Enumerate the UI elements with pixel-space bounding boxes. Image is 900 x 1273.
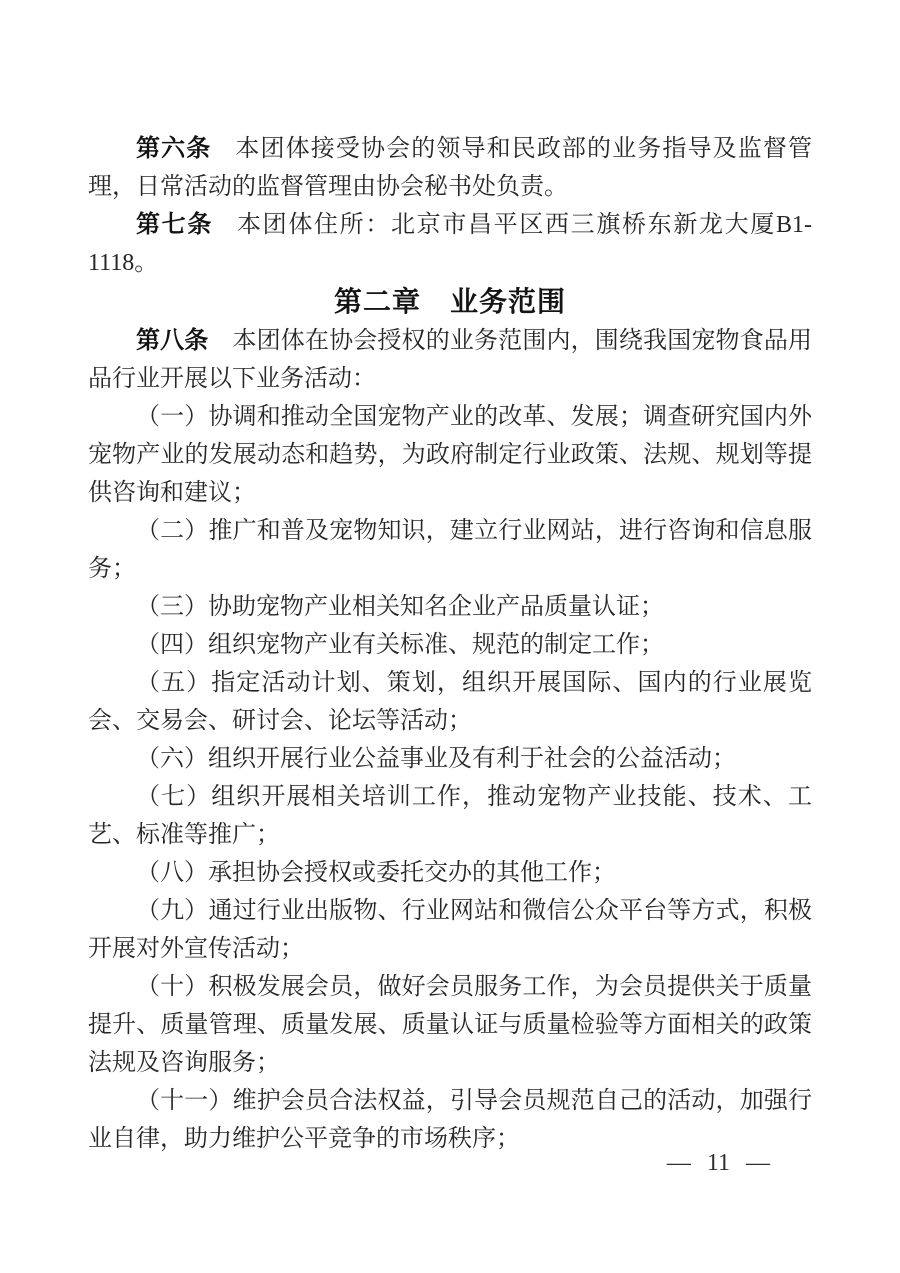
article-7-label: 第七条 (136, 212, 213, 238)
article-8-paragraph (88, 322, 812, 398)
document-content (88, 130, 812, 1158)
article-6-label: 第六条 (136, 136, 212, 162)
article-6-paragraph (88, 130, 812, 206)
business-item-6: （六）组织开展行业公益事业及有利于社会的公益活动； (136, 746, 736, 772)
business-item-4: （四）组织宠物产业有关标准、规范的制定工作； (136, 632, 664, 658)
article-6-text: 本团体接受协会的领导和民政部的业务指导及监督管理，日常活动的监督管理由协会秘书处负责。 (88, 136, 813, 200)
page-footer (667, 1146, 770, 1180)
business-item-8: （八）承担协会授权或委托交办的其他工作； (136, 860, 616, 886)
article-8-label: 第八条 (136, 328, 209, 354)
chapter-heading: 第二章 业务范围 (333, 286, 566, 317)
business-item-3: （三）协助宠物产业相关知名企业产品质量认证； (136, 594, 664, 620)
business-item-11: （十一）维护会员合法权益，引导会员规范自己的活动，加强行业自律，助力维护公平竞争的市场秩序； (88, 1088, 812, 1152)
business-item-5: （五）指定活动计划、策划，组织开展国际、国内的行业展览会、交易会、研讨会、论坛等活动； (88, 670, 812, 734)
business-item-2: （二）推广和普及宠物知识，建立行业网站，进行咨询和信息服务； (88, 518, 812, 582)
page-number: — 11 — (666, 1150, 770, 1176)
business-item-1: （一）协调和推动全国宠物产业的改革、发展；调查研究国内外宠物产业的发展动态和趋势，为政府制定行业政策、法规、规划等提供咨询和建议； (88, 404, 812, 506)
article-8-text: 本团体在协会授权的业务范围内，围绕我国宠物食品用品行业开展以下业务活动： (88, 328, 813, 392)
business-item-10: （十）积极发展会员，做好会员服务工作，为会员提供关于质量提升、质量管理、质量发展、质量认证与质量检验等方面相关的政策法规及咨询服务； (88, 974, 812, 1076)
business-item-9: （九）通过行业出版物、行业网站和微信公众平台等方式，积极开展对外宣传活动； (88, 898, 812, 962)
business-item-7: （七）组织开展相关培训工作，推动宠物产业技能、技术、工艺、标准等推广； (88, 784, 812, 848)
article-7-paragraph (88, 206, 812, 282)
article-7-text: 本团体住所：北京市昌平区西三旗桥东新龙大厦B1-1118。 (88, 212, 812, 276)
